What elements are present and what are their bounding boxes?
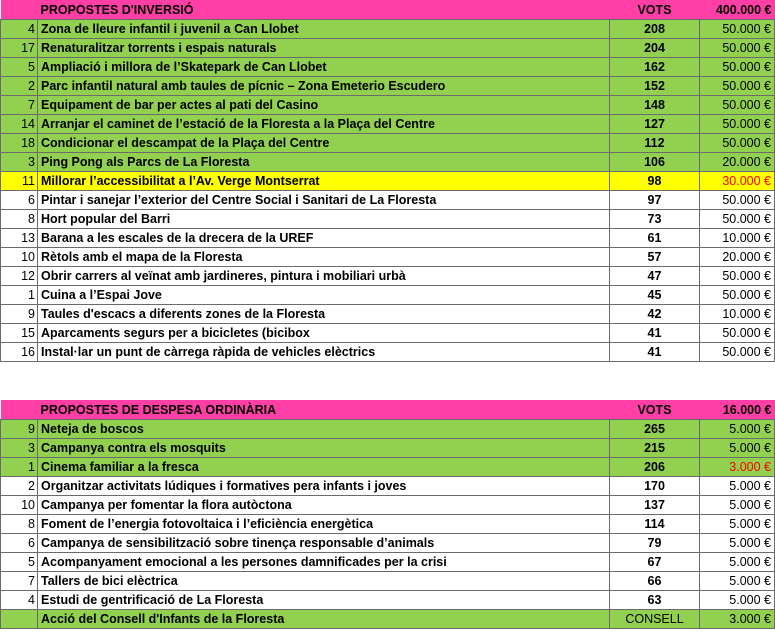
- proposal-number: 1: [1, 286, 38, 305]
- proposal-cost: 20.000 €: [700, 153, 775, 172]
- proposal-cost: 5.000 €: [700, 420, 775, 439]
- proposal-cost: 50.000 €: [700, 96, 775, 115]
- table-row: [1, 172, 775, 191]
- ordinary-header-row: [1, 400, 775, 420]
- proposal-votes: 47: [610, 267, 700, 286]
- proposal-number: 4: [1, 591, 38, 610]
- proposal-name: Campanya per fomentar la flora autòctona: [38, 496, 610, 515]
- table-row: [1, 210, 775, 229]
- proposal-number: 9: [1, 305, 38, 324]
- proposal-cost: 10.000 €: [700, 229, 775, 248]
- proposal-number: 3: [1, 439, 38, 458]
- proposal-name: Millorar l’accessibilitat a l’Av. Verge Montserrat: [38, 172, 610, 191]
- table-row: [1, 77, 775, 96]
- proposal-votes: 73: [610, 210, 700, 229]
- proposal-votes: 41: [610, 343, 700, 362]
- proposal-cost: 50.000 €: [700, 115, 775, 134]
- proposal-votes: 97: [610, 191, 700, 210]
- proposal-votes: 79: [610, 534, 700, 553]
- proposal-votes: 265: [610, 420, 700, 439]
- table-row: [1, 324, 775, 343]
- proposal-votes: 152: [610, 77, 700, 96]
- proposal-cost: 5.000 €: [700, 534, 775, 553]
- proposal-name: Campanya de sensibilització sobre tinença responsable d’animals: [38, 534, 610, 553]
- table-row: [1, 477, 775, 496]
- proposal-cost: 50.000 €: [700, 324, 775, 343]
- table-row: [1, 20, 775, 39]
- table-row: [1, 515, 775, 534]
- proposal-votes: CONSELL: [610, 610, 700, 629]
- ordinary-expense-proposals-table: [0, 400, 775, 629]
- proposal-votes: 112: [610, 134, 700, 153]
- proposal-number: 18: [1, 134, 38, 153]
- proposal-name: Neteja de boscos: [38, 420, 610, 439]
- proposal-votes: 66: [610, 572, 700, 591]
- table-row: [1, 115, 775, 134]
- proposal-name: Instal·lar un punt de càrrega ràpida de vehicles elèctrics: [38, 343, 610, 362]
- proposal-cost: 3.000 €: [700, 610, 775, 629]
- table-row: [1, 496, 775, 515]
- proposal-name: Estudi de gentrificació de La Floresta: [38, 591, 610, 610]
- proposal-number: [1, 610, 38, 629]
- proposal-name: Acció del Consell d'Infants de la Floresta: [38, 610, 610, 629]
- proposal-votes: 206: [610, 458, 700, 477]
- proposal-name: Acompanyament emocional a les persones damnificades per la crisi: [38, 553, 610, 572]
- proposal-number: 12: [1, 267, 38, 286]
- votes-column-header: VOTS: [610, 400, 700, 420]
- proposal-name: Tallers de bici elèctrica: [38, 572, 610, 591]
- proposal-number: 2: [1, 77, 38, 96]
- proposal-number: 17: [1, 39, 38, 58]
- proposal-name: Arranjar el caminet de l’estació de la Floresta a la Plaça del Centre: [38, 115, 610, 134]
- proposal-name: Rètols amb el mapa de la Floresta: [38, 248, 610, 267]
- proposal-cost: 10.000 €: [700, 305, 775, 324]
- proposal-cost: 50.000 €: [700, 58, 775, 77]
- proposal-cost: 5.000 €: [700, 439, 775, 458]
- votes-column-header: VOTS: [610, 0, 700, 20]
- proposal-votes: 127: [610, 115, 700, 134]
- table-row: [1, 534, 775, 553]
- table-row: [1, 439, 775, 458]
- proposal-cost: 50.000 €: [700, 39, 775, 58]
- proposal-cost: 5.000 €: [700, 515, 775, 534]
- proposal-votes: 63: [610, 591, 700, 610]
- table-row: [1, 610, 775, 629]
- proposal-number: 5: [1, 58, 38, 77]
- proposal-votes: 67: [610, 553, 700, 572]
- proposal-name: Campanya contra els mosquits: [38, 439, 610, 458]
- proposal-votes: 170: [610, 477, 700, 496]
- proposal-votes: 114: [610, 515, 700, 534]
- table-row: [1, 420, 775, 439]
- proposal-votes: 106: [610, 153, 700, 172]
- proposal-cost: 5.000 €: [700, 572, 775, 591]
- proposal-number: 15: [1, 324, 38, 343]
- proposal-cost: 5.000 €: [700, 553, 775, 572]
- table-row: [1, 343, 775, 362]
- proposal-number: 7: [1, 572, 38, 591]
- proposal-number: 8: [1, 515, 38, 534]
- proposal-name: Aparcaments segurs per a bicicletes (bicibox: [38, 324, 610, 343]
- table-row: [1, 248, 775, 267]
- table-row: [1, 267, 775, 286]
- header-blank-cell: [1, 0, 38, 20]
- proposal-name: Equipament de bar per actes al pati del Casino: [38, 96, 610, 115]
- proposal-number: 3: [1, 153, 38, 172]
- proposal-number: 13: [1, 229, 38, 248]
- header-blank-cell: [1, 400, 38, 420]
- proposal-votes: 57: [610, 248, 700, 267]
- proposal-cost: 50.000 €: [700, 191, 775, 210]
- proposal-cost: 50.000 €: [700, 210, 775, 229]
- proposal-votes: 98: [610, 172, 700, 191]
- proposal-number: 6: [1, 191, 38, 210]
- proposal-number: 10: [1, 496, 38, 515]
- investment-budget-total: 400.000 €: [700, 0, 775, 20]
- investment-title: PROPOSTES D'INVERSIÓ: [38, 0, 610, 20]
- proposal-number: 11: [1, 172, 38, 191]
- table-row: [1, 286, 775, 305]
- proposal-votes: 42: [610, 305, 700, 324]
- ordinary-budget-total: 16.000 €: [700, 400, 775, 420]
- proposal-votes: 204: [610, 39, 700, 58]
- proposal-cost: 5.000 €: [700, 496, 775, 515]
- proposal-cost: 3.000 €: [700, 458, 775, 477]
- table-row: [1, 591, 775, 610]
- proposal-name: Condicionar el descampat de la Plaça del Centre: [38, 134, 610, 153]
- proposal-name: Renaturalitzar torrents i espais naturals: [38, 39, 610, 58]
- table-row: [1, 58, 775, 77]
- table-row: [1, 553, 775, 572]
- proposal-votes: 162: [610, 58, 700, 77]
- investment-header-row: [1, 0, 775, 20]
- proposal-cost: 50.000 €: [700, 20, 775, 39]
- table-row: [1, 572, 775, 591]
- table-row: [1, 153, 775, 172]
- proposal-name: Ampliació i millora de l’Skatepark de Can Llobet: [38, 58, 610, 77]
- proposal-cost: 5.000 €: [700, 477, 775, 496]
- proposal-name: Taules d'escacs a diferents zones de la Floresta: [38, 305, 610, 324]
- table-row: [1, 458, 775, 477]
- proposal-votes: 148: [610, 96, 700, 115]
- proposal-name: Cuina a l’Espai Jove: [38, 286, 610, 305]
- proposal-name: Hort popular del Barri: [38, 210, 610, 229]
- proposal-number: 2: [1, 477, 38, 496]
- table-row: [1, 229, 775, 248]
- proposal-number: 4: [1, 20, 38, 39]
- proposal-name: Cinema familiar a la fresca: [38, 458, 610, 477]
- table-row: [1, 305, 775, 324]
- table-row: [1, 39, 775, 58]
- proposal-number: 9: [1, 420, 38, 439]
- proposal-name: Parc infantil natural amb taules de pícnic – Zona Emeterio Escudero: [38, 77, 610, 96]
- proposal-number: 10: [1, 248, 38, 267]
- proposal-number: 6: [1, 534, 38, 553]
- proposal-name: Pintar i sanejar l’exterior del Centre Social i Sanitari de La Floresta: [38, 191, 610, 210]
- proposal-name: Ping Pong als Parcs de La Floresta: [38, 153, 610, 172]
- proposal-name: Organitzar activitats lúdiques i formatives pera infants i joves: [38, 477, 610, 496]
- table-row: [1, 96, 775, 115]
- ordinary-title: PROPOSTES DE DESPESA ORDINÀRIA: [38, 400, 610, 420]
- proposal-number: 14: [1, 115, 38, 134]
- proposal-cost: 20.000 €: [700, 248, 775, 267]
- proposal-name: Barana a les escales de la drecera de la UREF: [38, 229, 610, 248]
- proposal-cost: 50.000 €: [700, 343, 775, 362]
- proposal-number: 1: [1, 458, 38, 477]
- proposal-votes: 61: [610, 229, 700, 248]
- proposal-cost: 5.000 €: [700, 591, 775, 610]
- proposal-cost: 50.000 €: [700, 134, 775, 153]
- proposal-name: Foment de l’energia fotovoltaica i l’eficiència energètica: [38, 515, 610, 534]
- proposal-votes: 215: [610, 439, 700, 458]
- table-row: [1, 134, 775, 153]
- proposal-number: 5: [1, 553, 38, 572]
- proposal-cost: 50.000 €: [700, 77, 775, 96]
- proposal-number: 8: [1, 210, 38, 229]
- proposal-votes: 208: [610, 20, 700, 39]
- proposal-votes: 45: [610, 286, 700, 305]
- proposal-number: 7: [1, 96, 38, 115]
- proposal-number: 16: [1, 343, 38, 362]
- proposal-votes: 137: [610, 496, 700, 515]
- table-row: [1, 191, 775, 210]
- proposal-cost: 50.000 €: [700, 286, 775, 305]
- proposal-votes: 41: [610, 324, 700, 343]
- proposal-name: Zona de lleure infantil i juvenil a Can Llobet: [38, 20, 610, 39]
- proposal-cost: 30.000 €: [700, 172, 775, 191]
- proposal-name: Obrir carrers al veïnat amb jardineres, pintura i mobiliari urbà: [38, 267, 610, 286]
- proposal-cost: 50.000 €: [700, 267, 775, 286]
